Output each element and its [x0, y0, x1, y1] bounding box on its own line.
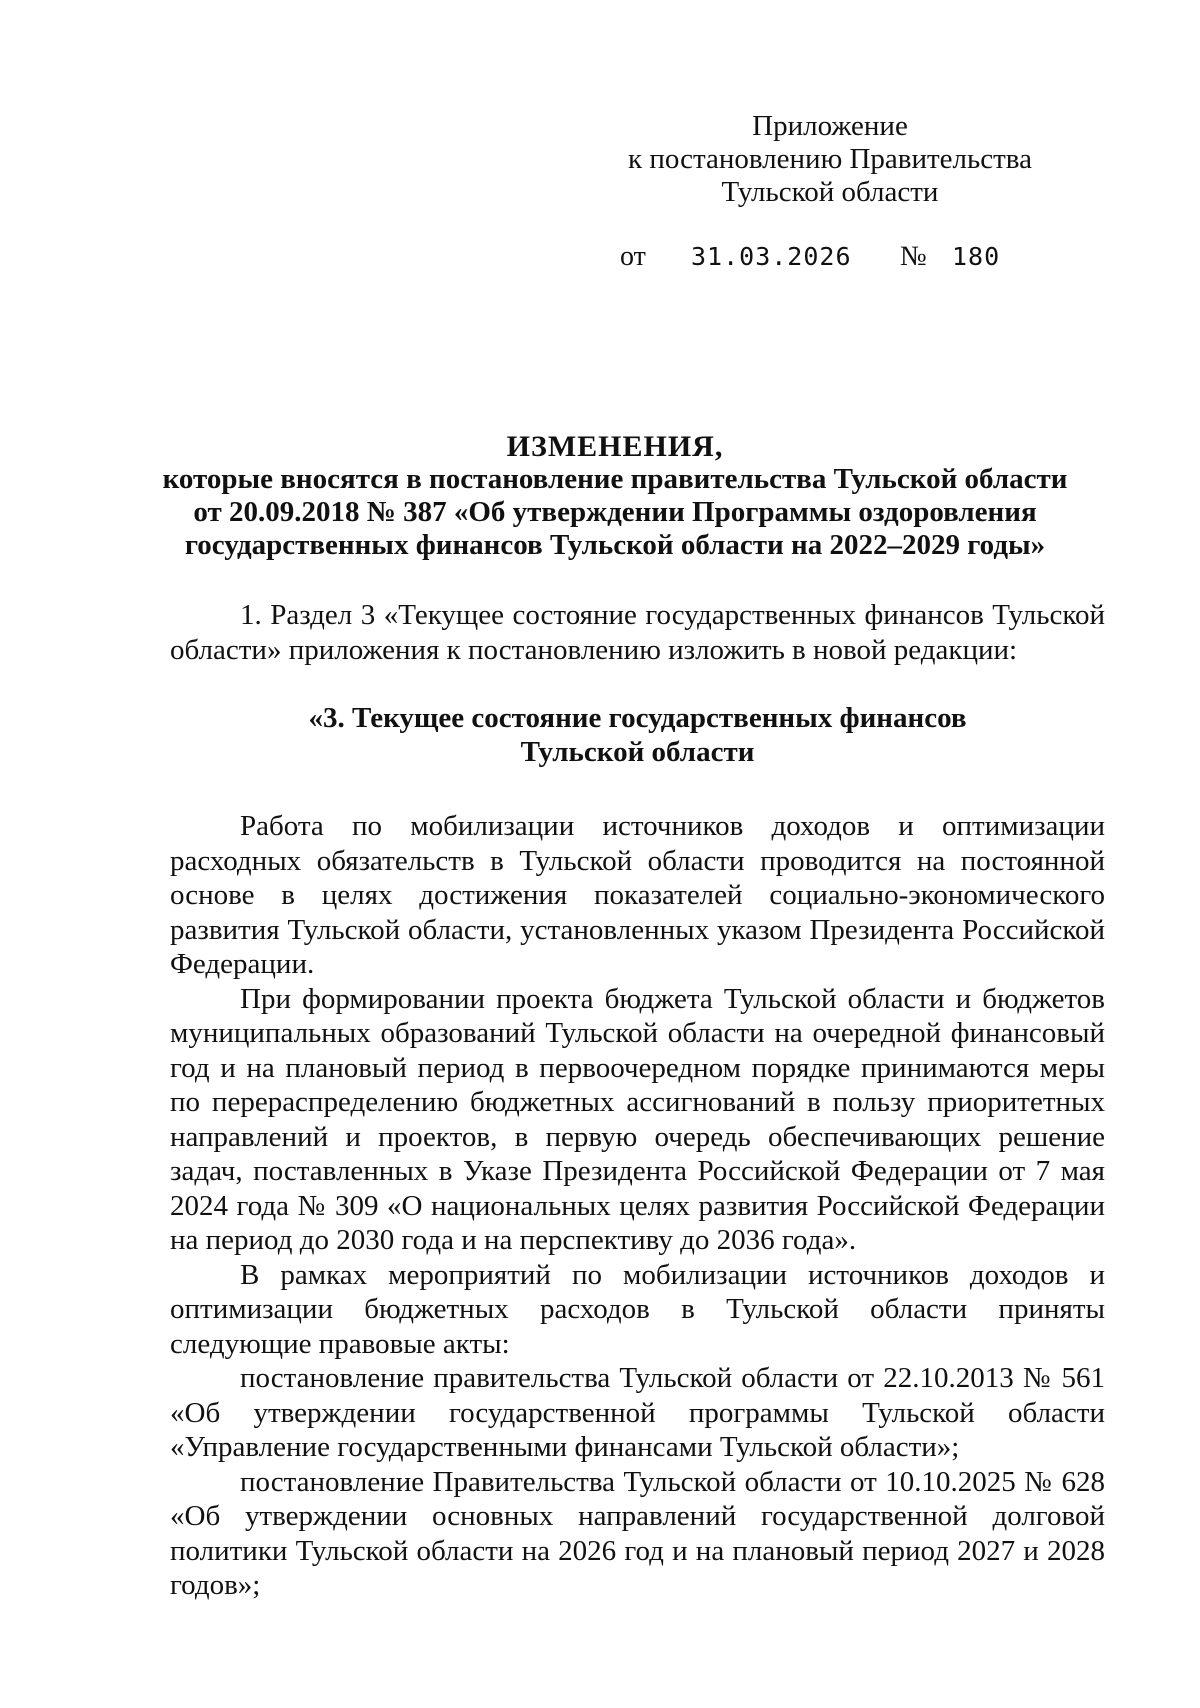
annex-line-1: Приложение — [752, 110, 908, 142]
title-line-2: от 20.09.2018 № 387 «Об утверждении Программы оздоровления — [193, 496, 1037, 528]
section-title-line-1: «3. Текущее состояние государственных финансов — [308, 702, 967, 734]
annex-line-3: Тульской области — [721, 176, 939, 208]
body-paragraph: При формировании проекта бюджета Тульской области и бюджетов муниципальных образований Тульской области на очередной финансовый год и на плановый период в первоочередном порядке принимаются меры по перераспределению бюджетных ассигнований в пользу приоритетных направлений и проектов, в первую очередь обеспечивающих решение задач, поставленных в Указе Президента Российской Федерации от 7 мая 2024 года № 309 «О национальных целях развития Российской Федерации на период до 2030 года и на перспективу до 2036 года». — [170, 982, 1105, 1256]
annex-line-2: к постановлению Правительства — [628, 143, 1032, 175]
title-line-3: государственных финансов Тульской области на 2022–2029 годы» — [184, 529, 1046, 561]
title-line-1: которые вносятся в постановление правительства Тульской области — [162, 463, 1068, 495]
body-paragraph: Работа по мобилизации источников доходов и оптимизации расходных обязательств в Тульской области проводится на постоянной основе в целях достижения показателей социально-экономического развития Тульской области, установленных указом Президента Российской Федерации. — [170, 810, 1105, 980]
annex-header — [600, 110, 1060, 209]
body-paragraph: В рамках мероприятий по мобилизации источников доходов и оптимизации бюджетных расходов в Тульской области приняты следующие правовые акты: — [170, 1258, 1105, 1360]
section-3-title — [170, 701, 1105, 769]
registration-number: 180 — [952, 242, 1001, 271]
registration-number-sign: № — [900, 241, 927, 272]
item-1-paragraph: 1. Раздел 3 «Текущее состояние государственных финансов Тульской области» приложения к постановлению изложить в новой редакции: — [170, 599, 1105, 666]
legal-act-item: постановление правительства Тульской области от 22.10.2013 № 561 «Об утверждении государственной программы Тульской области «Управление государственными финансами Тульской области»; — [170, 1362, 1105, 1463]
document-title — [150, 430, 1080, 562]
legal-act-item: постановление Правительства Тульской области от 10.10.2025 № 628 «Об утверждении основных направлений государственной долговой политики Тульской области на 2026 год и на плановый период 2027 и 2028 годов»; — [170, 1465, 1105, 1601]
document-body — [170, 598, 1105, 1603]
registration-from-label: от — [620, 241, 646, 272]
registration-date: 31.03.2026 — [691, 242, 852, 271]
section-title-line-2: Тульской области — [520, 736, 755, 768]
title-heading: ИЗМЕНЕНИЯ, — [506, 430, 724, 463]
